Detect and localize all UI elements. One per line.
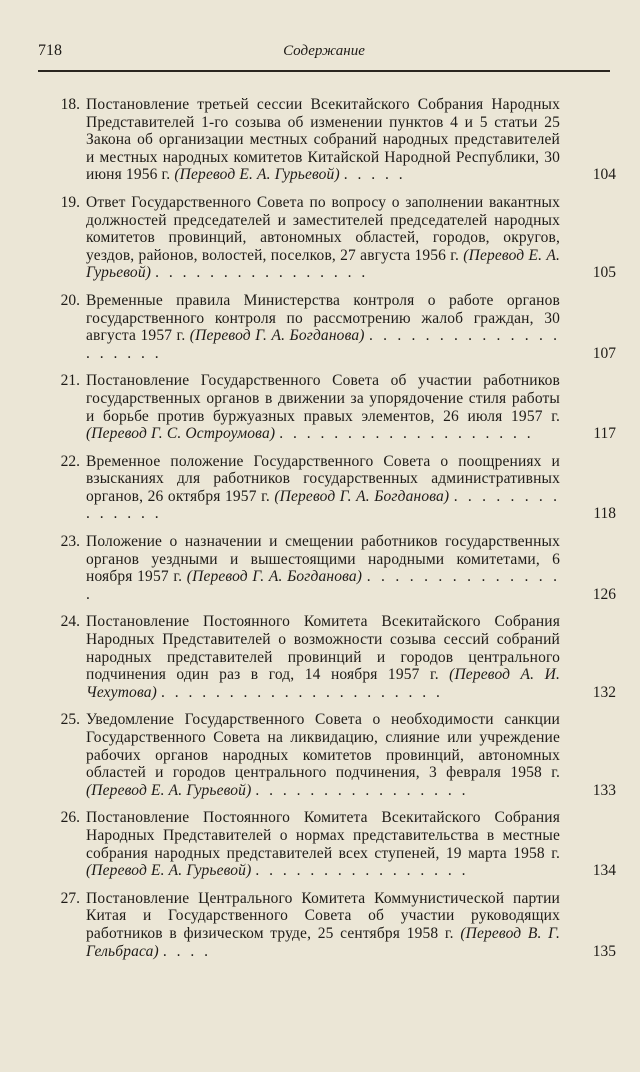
entry-title: Постановление Постоянного Комитета Всекитайского Собрания Народных Представителей о нормах представительства в местные собрания народных представителей всех ступеней, 19 марта 1958 г. — [86, 809, 560, 862]
entry-page: 117 — [593, 425, 616, 443]
entry-number: 20. — [60, 291, 80, 309]
dot-leader: . . . . . . . . . . . . . . . . . . . . . — [160, 683, 443, 701]
dot-leader: . . . . . . . . . . . . . . — [86, 487, 561, 523]
entry-page: 133 — [592, 781, 616, 799]
entry-title: Уведомление Государственного Совета о необходимости санкции Государственного Совета на ликвидацию, слияние или учреждение рабочих органов народных комитетов провинций, автономных областей и городов центрального подчинения, 3 февраля 1958 г. — [86, 711, 560, 782]
entry-translator: (Перевод В. Г. Гельбраса) — [86, 924, 561, 960]
entry-translator: (Перевод Е. А. Гурьевой) — [86, 246, 560, 282]
entry-body — [86, 613, 560, 701]
entry-page: 118 — [593, 505, 616, 523]
toc-entry-19 — [34, 194, 616, 282]
toc-entry-24 — [34, 613, 616, 701]
entry-title: Постановление Центрального Комитета Коммунистической партии Китая и Государственного Совета об участии руководящих работников в физическом труде, 25 сентября 1958 г. — [86, 889, 560, 942]
entry-number: 21. — [60, 372, 80, 390]
entry-number: 26. — [60, 809, 80, 827]
entry-body — [86, 711, 560, 799]
dot-leader: . . . . — [162, 942, 212, 960]
running-title: Содержание — [283, 43, 365, 59]
entry-translator: (Перевод А. И. Чехутова) — [86, 666, 560, 701]
header-rule — [38, 70, 610, 72]
entry-page: 104 — [592, 166, 616, 184]
page-number: 718 — [38, 42, 62, 59]
toc-entry-23 — [34, 533, 616, 603]
entry-title: Постановление Государственного Совета об участии работников государственных органов в движении за упорядочение стиля работы и борьбе против буржуазных правых элементов, 26 июля 1957 г. — [86, 372, 560, 425]
toc-entry-18 — [34, 96, 616, 184]
entry-body — [86, 96, 560, 184]
entry-number: 18. — [60, 96, 80, 113]
entry-translator: (Перевод Е. А. Гурьевой) — [86, 781, 252, 799]
entry-number: 22. — [60, 452, 80, 470]
entry-title: Постановление Постоянного Комитета Всекитайского Собрания Народных Представителей о возможности созыва сессий собраний народных представителей провинций и городов центрального подчинения один раз в год, 14 ноября 1957 г. — [86, 613, 560, 684]
dot-leader: . . . . . . . . . . . . . . . . — [255, 862, 469, 880]
entry-page: 126 — [592, 585, 616, 603]
entry-body — [86, 453, 560, 523]
dot-leader: . . . . . . . . . . . . . . . . — [155, 264, 369, 282]
dot-leader: . . . . . — [343, 166, 406, 184]
toc-entry-25 — [34, 711, 616, 799]
entry-title: Положение о назначении и смещении работников государственных органов уездными и вышестоящими народными комитетами, 6 ноября 1957 г. — [86, 533, 560, 586]
entry-translator: (Перевод Е. А. Гурьевой) — [86, 862, 252, 880]
dot-leader: . . . . . . . . . . . . . . . . . . . . — [86, 327, 561, 362]
entry-translator: (Перевод Г. С. Остроумова) — [86, 425, 276, 443]
entry-translator: (Перевод Г. А. Богданова) — [274, 487, 450, 505]
entry-number: 24. — [60, 613, 80, 631]
entry-body — [86, 292, 560, 362]
entry-title: Ответ Государственного Совета по вопросу о заполнении вакантных должностей председателей и заместителей председателей народных комитетов провинций, автономных областей, городов, округов, уездов, районов, волостей, поселков, 27 августа 1956 г. — [86, 193, 560, 264]
entry-number: 19. — [60, 193, 80, 211]
running-header — [38, 42, 610, 68]
entry-body — [86, 194, 560, 282]
entry-page: 107 — [592, 344, 616, 362]
toc-entry-20 — [34, 292, 616, 362]
toc-entry-26 — [34, 809, 616, 879]
entry-number: 23. — [60, 533, 80, 551]
dot-leader: . . . . . . . . . . . . . . . . . . . — [279, 425, 534, 443]
entry-title: Временное положение Государственного Совета о поощрениях и взысканиях для работников государственных административных органов, 26 октября 1957 г. — [86, 452, 560, 505]
toc-entry-27 — [34, 890, 616, 960]
entry-title: Временные правила Министерства контроля о работе органов государственного контроля по рассмотрению жалоб граждан, 30 августа 1957 г. — [86, 291, 560, 345]
toc-entry-22 — [34, 453, 616, 523]
entry-body — [86, 890, 560, 960]
entry-translator: (Перевод Е. А. Гурьевой) — [174, 166, 340, 184]
entry-body — [86, 809, 560, 879]
entry-number: 25. — [60, 711, 80, 729]
entry-translator: (Перевод Г. А. Богданова) — [189, 327, 365, 345]
entry-body — [86, 533, 560, 603]
entry-translator: (Перевод Г. А. Богданова) — [186, 568, 363, 586]
dot-leader: . . . . . . . . . . . . . . . — [86, 568, 561, 603]
entry-page: 134 — [592, 862, 616, 880]
entry-page: 105 — [592, 264, 616, 282]
entry-page: 135 — [592, 942, 616, 960]
entry-number: 27. — [60, 889, 80, 907]
entry-title: Постановление третьей сессии Всекитайского Собрания Народных Представителей 1-го созыва об изменении пунктов 4 и 5 статьи 25 Закона об организации местных собраний народных представителей и местных народных комитетов Китайской Народной Республики, 30 июня 1956 г. — [86, 96, 560, 184]
table-of-contents — [34, 96, 616, 970]
entry-body — [86, 372, 560, 442]
dot-leader: . . . . . . . . . . . . . . . . — [255, 781, 469, 799]
toc-entry-21 — [34, 372, 616, 442]
entry-page: 132 — [592, 683, 616, 701]
